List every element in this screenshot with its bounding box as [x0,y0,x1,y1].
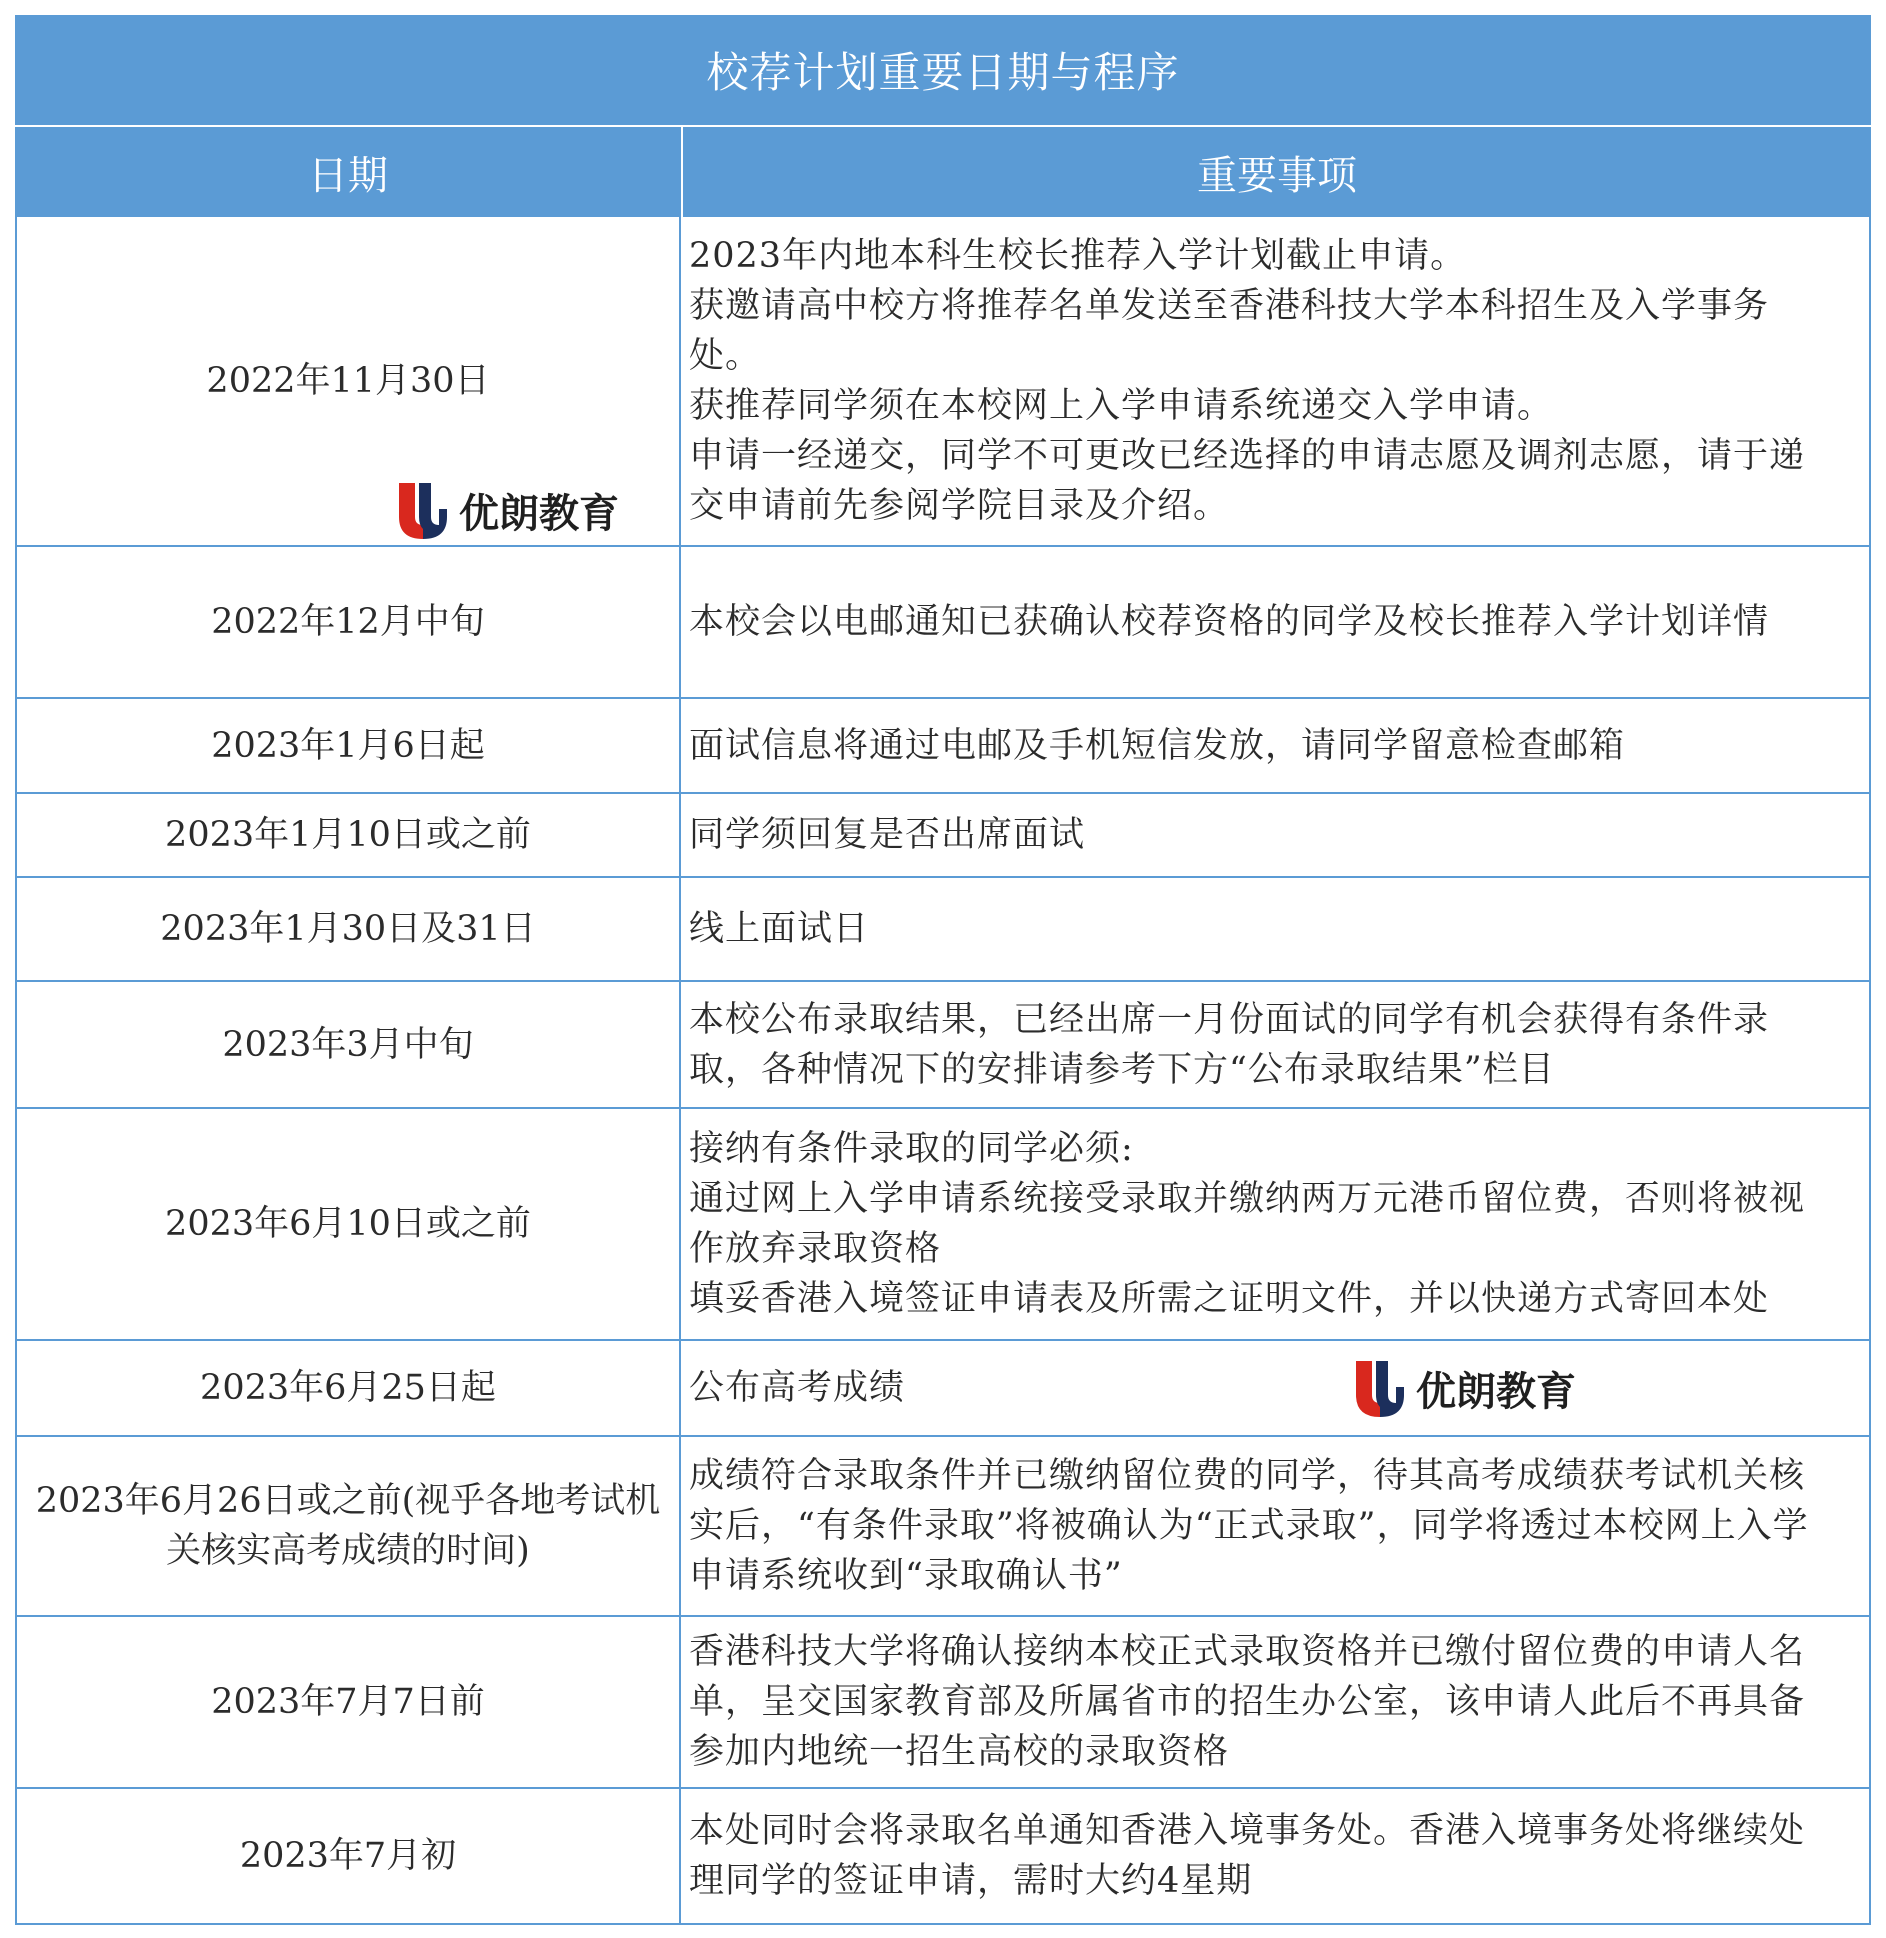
items-cell [681,217,1869,545]
table-row [17,1437,1869,1617]
date-cell: 2023年3月中旬 [17,982,681,1107]
item-line: 本校公布录取结果，已经出席一月份面试的同学有机会获得有条件录取，各种情况下的安排请参考下方“公布录取结果”栏目 [689,999,1770,1090]
table-row [17,217,1869,547]
table-title: 校荐计划重要日期与程序 [15,15,1871,125]
item-line: 填妥香港入境签证申请表及所需之证明文件，并以快递方式寄回本处 [689,1279,1770,1319]
header-items: 重要事项 [681,127,1871,217]
items-cell [681,1617,1869,1787]
table-row [17,547,1869,699]
schedule-table [15,15,1871,1925]
item-line: 同学须回复是否出席面试 [689,815,1086,855]
date-cell: 2023年6月25日起 [17,1341,681,1435]
item-line: 线上面试日 [689,909,870,949]
header-row [15,125,1871,217]
date-cell: 2022年12月中旬 [17,547,681,697]
table-row [17,1341,1869,1437]
item-line: 本校会以电邮通知已获确认校荐资格的同学及校长推荐入学计划详情 [689,602,1770,642]
items-cell [681,878,1869,980]
item-line: 香港科技大学将确认接纳本校正式录取资格并已缴付留位费的申请人名单，呈交国家教育部及所属省市的招生办公室，该申请人此后不再具备参加内地统一招生高校的录取资格 [689,1632,1806,1772]
items-cell [681,794,1869,876]
item-line: 成绩符合录取条件并已缴纳留位费的同学，待其高考成绩获考试机关核实后，“有条件录取”将被确认为“正式录取”，同学将透过本校网上入学申请系统收到“录取确认书” [689,1456,1809,1596]
date-cell: 2023年1月10日或之前 [17,794,681,876]
date-cell: 2023年6月26日或之前(视乎各地考试机关核实高考成绩的时间) [17,1437,681,1615]
items-cell [681,1437,1869,1615]
date-cell: 2023年1月6日起 [17,699,681,792]
item-line: 接纳有条件录取的同学必须: [689,1129,1134,1169]
item-line: 2023年内地本科生校长推荐入学计划截止申请。 [689,236,1467,276]
date-cell: 2023年6月10日或之前 [17,1109,681,1339]
item-line: 面试信息将通过电邮及手机短信发放，请同学留意检查邮箱 [689,725,1626,766]
logo-icon [395,479,451,541]
item-line: 本处同时会将录取名单通知香港入境事务处。香港入境事务处将继续处理同学的签证申请，需时大约4星期 [689,1811,1806,1901]
date-cell: 2023年7月初 [17,1789,681,1923]
item-line: 申请一经递交，同学不可更改已经选择的申请志愿及调剂志愿，请于递交申请前先参阅学院目录及介绍。 [689,436,1806,526]
item-line: 公布高考成绩 [689,1368,906,1408]
watermark-logo [395,479,619,541]
table-row [17,982,1869,1109]
date-cell: 2022年11月30日 [17,217,681,545]
table-row [17,1789,1869,1925]
logo-icon [1352,1357,1408,1419]
item-line: 通过网上入学申请系统接受录取并缴纳两万元港币留位费，否则将被视作放弃录取资格 [689,1179,1806,1269]
logo-text: 优朗教育 [459,490,619,537]
items-cell [681,547,1869,697]
table-row [17,699,1869,794]
table-row [17,1617,1869,1789]
header-date: 日期 [308,152,388,199]
table-body [15,217,1871,1925]
items-cell [681,982,1869,1107]
items-cell [681,1109,1869,1339]
table-row [17,878,1869,982]
table-row [17,794,1869,878]
item-line: 获邀请高中校方将推荐名单发送至香港科技大学本科招生及入学事务处。 [689,286,1770,376]
items-cell [681,699,1869,792]
items-cell [681,1789,1869,1923]
logo-text: 优朗教育 [1416,1368,1576,1415]
items-cell [681,1341,1869,1435]
watermark-logo [1352,1357,1576,1419]
date-cell: 2023年7月7日前 [17,1617,681,1787]
item-line: 获推荐同学须在本校网上入学申请系统递交入学申请。 [689,386,1554,426]
table-row [17,1109,1869,1341]
date-cell: 2023年1月30日及31日 [17,878,681,980]
